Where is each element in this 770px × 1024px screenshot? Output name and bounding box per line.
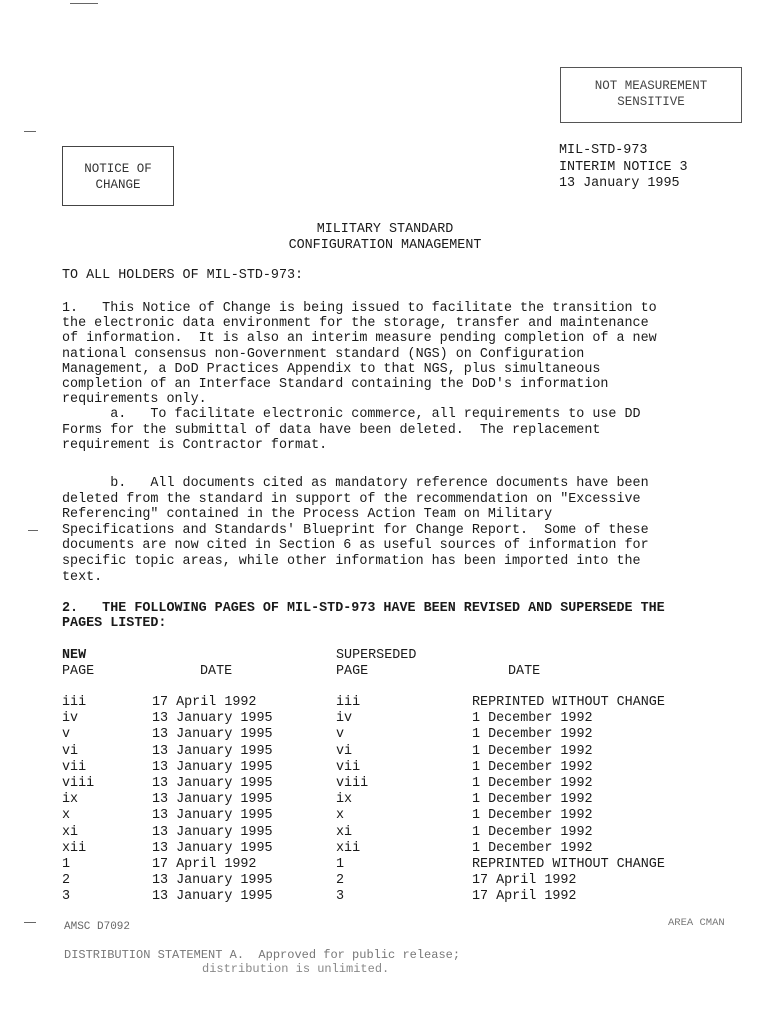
area-code: AREA CMAN [668, 917, 725, 929]
table-row [0, 711, 770, 727]
table-row [0, 857, 770, 873]
paragraph-1b [62, 476, 742, 585]
cell-new-date: 13 January 1995 [152, 759, 273, 775]
notice-of-change-box [62, 146, 174, 206]
cell-superseded-date: 1 December 1992 [472, 776, 593, 791]
cell-new-date: 13 January 1995 [152, 792, 273, 808]
cell-new-date: 13 January 1995 [152, 889, 273, 905]
cell-new-page: ix [62, 792, 79, 808]
table-row [0, 873, 770, 889]
paragraph-line: Management, a DoD Practices Appendix to that NGS, plus simultaneous [62, 361, 601, 377]
paragraph-line: of information. It is also an interim measure pending completion of a new [62, 331, 657, 347]
cell-superseded-date: 1 December 1992 [472, 808, 593, 824]
cell-superseded-page: xii [336, 840, 361, 856]
cell-new-page: 3 [62, 889, 71, 905]
cell-new-page: iii [62, 695, 87, 710]
cell-superseded-page: iii [336, 695, 361, 710]
paragraph-line: documents are now cited in Section 6 as useful sources of information for [62, 538, 649, 554]
paragraph-line: PAGES LISTED: [62, 616, 167, 632]
paragraph-line: completion of an Interface Standard containing the DoD's information [62, 376, 609, 392]
stamp-line-1: NOT MEASUREMENT [594, 79, 708, 93]
paragraph-line: deleted from the standard in support of the recommendation on "Excessive [62, 491, 641, 507]
title-line-1: MILITARY STANDARD [316, 222, 454, 237]
header-superseded: SUPERSEDED [336, 648, 417, 663]
cell-superseded-page: 2 [336, 873, 345, 889]
cell-superseded-page: iv [336, 711, 353, 727]
paragraph-line: b. All documents cited as mandatory reference documents have been [62, 476, 649, 491]
cell-superseded-date: REPRINTED WITHOUT CHANGE [472, 857, 665, 872]
cell-new-page: xii [62, 840, 87, 856]
document-identifier [559, 143, 688, 193]
table-row [0, 744, 770, 760]
table-row [0, 727, 770, 743]
cell-superseded-page: vi [336, 743, 353, 759]
amsc-number: AMSC D7092 [64, 921, 131, 933]
cell-new-date: 13 January 1995 [152, 776, 273, 791]
cell-superseded-date: 17 April 1992 [472, 873, 577, 889]
cell-new-date: 13 January 1995 [152, 840, 273, 856]
cell-new-page: 1 [62, 857, 71, 872]
paragraph-line: 2. THE FOLLOWING PAGES OF MIL-STD-973 HAVE BEEN REVISED AND SUPERSEDE THE [62, 601, 665, 616]
doc-number: MIL-STD-973 [559, 143, 648, 158]
cell-superseded-date: 1 December 1992 [472, 727, 593, 743]
table-row [0, 841, 770, 857]
paragraph-line: national consensus non-Government standard (NGS) on Configuration [62, 346, 585, 362]
cell-superseded-page: 1 [336, 857, 345, 872]
paragraph-line: Specifications and Standards' Blueprint for Change Report. Some of these [62, 522, 649, 538]
paragraph-line: a. To facilitate electronic commerce, all requirements to use DD [62, 407, 641, 423]
cell-superseded-date: REPRINTED WITHOUT CHANGE [472, 695, 665, 710]
paragraph-line: requirement is Contractor format. [62, 437, 328, 453]
cell-new-date: 17 April 1992 [152, 695, 257, 710]
paragraph-line: text. [62, 569, 103, 585]
table-row [0, 808, 770, 824]
distribution-statement: DISTRIBUTION STATEMENT A. Approved for public release; [64, 948, 461, 962]
cell-superseded-page: xi [336, 824, 353, 840]
table-row [0, 889, 770, 905]
measurement-sensitivity-stamp [560, 67, 742, 123]
doc-date: 13 January 1995 [559, 176, 680, 191]
cell-new-date: 17 April 1992 [152, 857, 257, 872]
cell-new-date: 13 January 1995 [152, 727, 273, 743]
cell-superseded-page: viii [336, 776, 369, 791]
title-line-2: CONFIGURATION MANAGEMENT [288, 238, 482, 253]
cell-new-page: vii [62, 759, 87, 775]
cell-superseded-page: x [336, 808, 345, 824]
scan-mark [24, 131, 36, 132]
cell-new-date: 13 January 1995 [152, 711, 273, 727]
cell-superseded-date: 1 December 1992 [472, 824, 593, 840]
paragraph-line: Referencing" contained in the Process Action Team on Military [62, 507, 553, 523]
paragraph-line: requirements only. [62, 392, 207, 408]
paragraph-line: 1. This Notice of Change is being issued to facilitate the transition to [62, 301, 657, 316]
cell-new-date: 13 January 1995 [152, 824, 273, 840]
cell-new-page: iv [62, 711, 79, 727]
cell-new-page: viii [62, 776, 95, 791]
notice-line-1: NOTICE OF [84, 162, 152, 176]
paragraph-line: specific topic areas, while other information has been imported into the [62, 553, 641, 569]
paragraph-1 [62, 301, 742, 453]
cell-superseded-date: 1 December 1992 [472, 711, 593, 727]
interim-notice: INTERIM NOTICE 3 [559, 159, 688, 175]
stamp-line-2: SENSITIVE [617, 95, 685, 109]
cell-new-page: v [62, 727, 71, 743]
cell-superseded-page: ix [336, 792, 353, 808]
notice-line-2: CHANGE [95, 178, 141, 192]
cell-new-page: x [62, 808, 71, 824]
scan-mark [24, 922, 36, 923]
scan-mark [28, 530, 38, 531]
cell-new-date: 13 January 1995 [152, 743, 273, 759]
cell-superseded-date: 17 April 1992 [472, 889, 577, 905]
distribution-statement-line-2: distribution is unlimited. [202, 962, 390, 976]
header-superseded-page: PAGE [336, 664, 369, 679]
table-row [0, 792, 770, 808]
addressee: TO ALL HOLDERS OF MIL-STD-973: [62, 268, 304, 283]
paragraph-2 [62, 601, 742, 631]
cell-superseded-date: 1 December 1992 [472, 840, 593, 856]
cell-new-date: 13 January 1995 [152, 873, 273, 889]
cell-superseded-date: 1 December 1992 [472, 792, 593, 808]
paragraph-line: Forms for the submittal of data have been deleted. The replacement [62, 422, 601, 438]
cell-superseded-date: 1 December 1992 [472, 743, 593, 759]
table-row [0, 776, 770, 792]
paragraph-line: the electronic data environment for the storage, transfer and maintenance [62, 316, 649, 332]
header-date-new: DATE [200, 664, 233, 679]
cell-superseded-page: 3 [336, 889, 345, 905]
header-date-superseded: DATE [508, 664, 541, 679]
cell-superseded-date: 1 December 1992 [472, 759, 593, 775]
cell-superseded-page: vii [336, 759, 361, 775]
table-row [0, 825, 770, 841]
table-row [0, 695, 770, 711]
cell-new-page: 2 [62, 873, 71, 889]
scan-mark [70, 3, 98, 4]
cell-new-date: 13 January 1995 [152, 808, 273, 824]
cell-superseded-page: v [336, 727, 345, 743]
cell-new-page: vi [62, 743, 79, 759]
header-new: NEW [62, 648, 87, 663]
header-new-page: PAGE [62, 664, 95, 679]
cell-new-page: xi [62, 824, 79, 840]
table-row [0, 760, 770, 776]
